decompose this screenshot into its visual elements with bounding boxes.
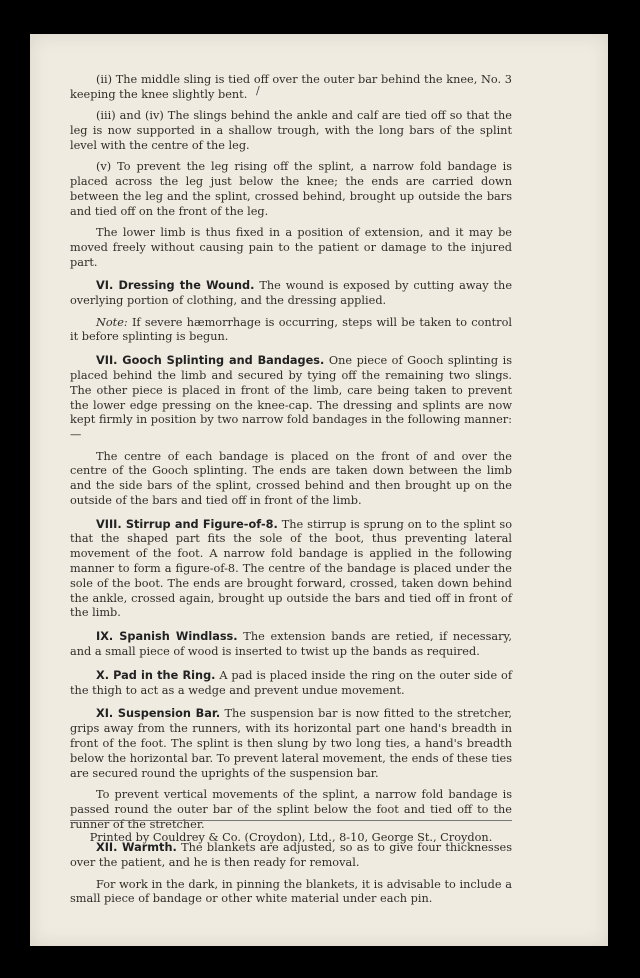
section-ix-body: The extension bands are retied, if necessary, and a small piece of wood is inserted to twist up the bands as required. xyxy=(70,630,512,659)
section-x-body: A pad is placed inside the ring on the outer side of the thigh to act as a wedge and prevent undue movement. xyxy=(70,668,513,697)
section-vii xyxy=(70,354,512,443)
section-vii-heading: VII. Gooch Splinting and Bandages. xyxy=(96,354,325,368)
section-xi-heading: XI. Suspension Bar. xyxy=(96,707,221,721)
section-vi xyxy=(70,279,512,309)
section-x xyxy=(70,669,512,699)
section-xi-paragraph-2: To prevent vertical movements of the splint, a narrow fold bandage is passed round the outer bar of the splint below the foot and tied off to the runner of the stretcher. xyxy=(70,788,512,831)
section-vii-body: One piece of Gooch splinting is placed behind the limb and secured by tying off the remaining two slings. The other piece is placed in front of the limb, care being taken to prevent the lower edge pressing on the knee-cap. The dressing and splints are now kept firmly in position by two narrow fold bandages in the following manner:— xyxy=(70,354,512,442)
section-vi-heading: VI. Dressing the Wound. xyxy=(96,279,255,293)
paragraph-ii: (ii) The middle sling is tied off over the outer bar behind the knee, No. 3 keeping the knee slightly bent. xyxy=(70,73,512,101)
section-ix-heading: IX. Spanish Windlass. xyxy=(96,630,238,644)
section-vi-body: The wound is exposed by cutting away the overlying portion of clothing, and the dressing applied. xyxy=(70,279,512,308)
paragraph-v: (v) To prevent the leg rising off the splint, a narrow fold bandage is placed across the leg just below the knee; the ends are carried down between the leg and the splint, crossed behind, brought up outside the bars and tied off on the front of the leg. xyxy=(70,160,512,218)
note-paragraph xyxy=(70,316,512,346)
section-xii-heading: XII. Warmth. xyxy=(96,841,177,855)
note-body: If severe hæmorrhage is occurring, steps will be taken to control it before splinting is begun. xyxy=(70,315,512,344)
section-xii xyxy=(70,841,512,871)
closing-paragraph: For work in the dark, in pinning the blankets, it is advisable to include a small piece of bandage or other white material under each pin. xyxy=(70,877,512,906)
printer-footer: Printed by Couldrey & Co. (Croydon), Ltd., 8-10, George St., Croydon. xyxy=(89,831,493,844)
section-viii-heading: VIII. Stirrup and Figure-of-8. xyxy=(96,517,278,531)
paragraph-lower-limb: The lower limb is thus fixed in a position of extension, and it may be moved freely without causing pain to the patient or damage to the injured part. xyxy=(70,225,512,269)
note-label: Note: xyxy=(96,315,128,329)
section-x-heading: X. Pad in the Ring. xyxy=(96,668,216,682)
footer-rule xyxy=(70,820,512,821)
section-vii-paragraph-2: The centre of each bandage is placed on the front of and over the centre of the Gooch splinting. The ends are taken down between the limb and the side bars of the splint, crossed behind and then brought up on the outside of the bars and tied off in front of the limb. xyxy=(70,449,512,507)
paragraph-iii-iv: (iii) and (iv) The slings behind the ankle and calf are tied off so that the leg is now supported in a shallow trough, with the long bars of the splint level with the centre of the leg. xyxy=(70,109,512,152)
section-viii xyxy=(70,518,512,622)
body-text xyxy=(70,73,512,914)
section-xi-body: The suspension bar is now fitted to the stretcher, grips away from the runners, with its horizontal part one hand's breadth in front of the foot. The splint is then slung by two long ties, a hand's breadth below the horizontal bar. To prevent lateral movement, the ends of these ties are secured round the uprights of the suspension bar. xyxy=(70,707,512,780)
section-viii-body: The stirrup is sprung on to the splint so that the shaped part fits the sole of the boot, thus preventing lateral movement of the foot. A narrow fold bandage is applied in the following manner to form a figure-of-8. The centre of the bandage is placed under the sole of the boot. The ends are brought forward, crossed, taken down behind the ankle, crossed again, brought up outside the bars and tied off in front of the limb. xyxy=(70,517,512,620)
pen-mark: / xyxy=(256,84,260,97)
section-xi xyxy=(70,707,512,781)
section-xii-body: The blankets are adjusted, so as to give four thicknesses over the patient, and he is then ready for removal. xyxy=(70,841,512,870)
section-ix xyxy=(70,630,512,660)
